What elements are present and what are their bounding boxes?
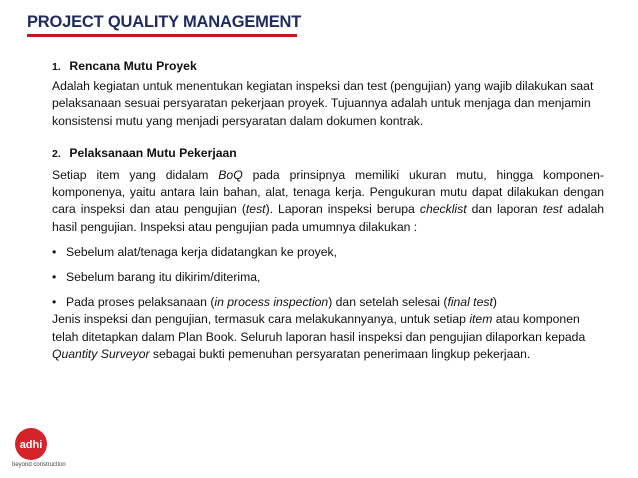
bullet-text: Sebelum barang itu dikirim/diterima,	[66, 270, 261, 285]
p1-test: test	[542, 202, 563, 217]
bullet3-text: )	[492, 295, 497, 310]
bullet3-text: ) dan setelah selesai (	[328, 295, 448, 310]
bullet-icon: •	[52, 295, 57, 310]
p2-text: Jenis inspeksi dan pengujian, termasuk cara melakukannyanya, untuk setiap	[52, 312, 470, 327]
logo-text: adhi	[19, 439, 43, 451]
p1-checklist: checklist	[419, 202, 467, 217]
bullet-item-2	[52, 269, 604, 286]
section2-paragraph1	[52, 167, 604, 236]
p1-text: adalah hasil pengujian. Inspeksi atau pengujian pada umumnya dilakukan :	[52, 202, 605, 234]
bullet3-italic: in process inspection	[214, 295, 329, 310]
p2-text: sebagai bukti pemenuhan persyaratan penerimaan lingkup pekerjaan.	[149, 346, 531, 361]
bullet-text	[66, 294, 497, 311]
section1-body: Adalah kegiatan untuk menentukan kegiatan inspeksi dan test (pengujian) yang wajib dilakukan saat pelaksanaan sesuai persyaratan pekerjaan proyek. Tujuannya adalah untuk menjaga dan menjamin konsistensi mutu yang menjadi persyaratan dalam dokumen kontrak.	[52, 79, 594, 128]
p2-quantity-surveyor: Quantity Surveyor	[52, 346, 150, 361]
bullet-icon: •	[52, 244, 57, 259]
p1-text: ). Laporan inspeksi berupa	[265, 202, 420, 217]
p2-text: atau komponen telah ditetapkan dalam Plan Book. Seluruh laporan hasil inspeksi dan pengujian dilaporkan kepada	[52, 312, 586, 344]
bullet-item-1	[52, 244, 604, 261]
p1-text: Setiap item yang didalam	[52, 168, 219, 183]
section2-paragraph2	[52, 311, 604, 363]
section2-heading	[52, 145, 604, 163]
content	[52, 58, 604, 363]
page-title: PROJECT QUALITY MANAGEMENT	[27, 13, 302, 31]
bullet-text: Sebelum alat/tenaga kerja didatangkan ke proyek,	[66, 244, 338, 259]
section1-heading-text: Rencana Mutu Proyek	[69, 59, 197, 73]
bullet-item-3	[52, 294, 604, 311]
adhi-logo	[14, 427, 48, 466]
logo-tagline: beyond construction	[12, 462, 66, 468]
p1-boq: BoQ	[218, 168, 243, 183]
section1-number: 1.	[52, 61, 61, 73]
section2-heading-text: Pelaksanaan Mutu Pekerjaan	[69, 145, 237, 160]
title-underline	[27, 34, 297, 37]
section1-heading	[52, 58, 604, 76]
bullet-icon: •	[52, 270, 57, 285]
p2-item: item	[469, 312, 493, 327]
p1-test: test	[245, 202, 266, 217]
bullet3-text: Pada proses pelaksanaan (	[66, 295, 215, 310]
bullet3-italic: final test	[447, 295, 493, 310]
p1-text: pada prinsipnya memiliki ukuran mutu, hingga komponen-komponenya, yaitu antara lain bahan, alat, tenaga kerja. Pengukuran mutu dapat dilakukan dengan cara inspeksi dan atau pengujian (	[52, 168, 604, 217]
section2-number: 2.	[52, 147, 61, 160]
logo-icon	[14, 427, 48, 461]
p1-text: dan laporan	[466, 202, 543, 217]
